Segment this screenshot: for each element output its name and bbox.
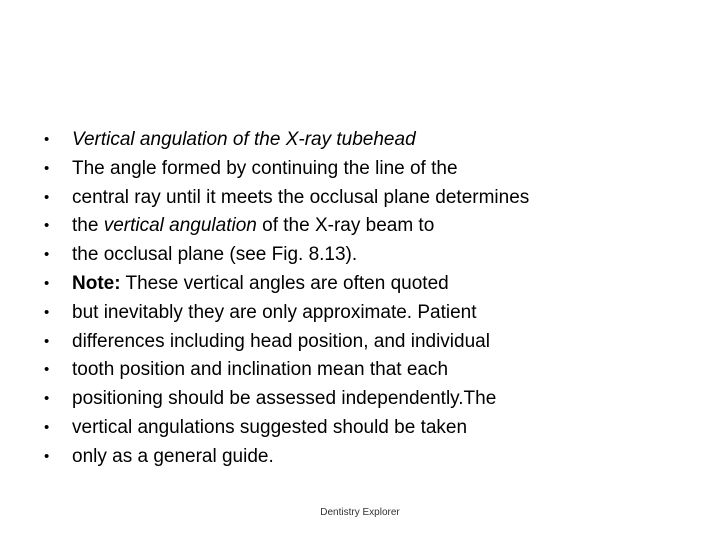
bullet-text-segment: vertical angulations suggested should be taken [72, 416, 468, 438]
bullet-text-segment: tooth position and inclination mean that each [72, 359, 449, 381]
bullet-text-segment: positioning should be assessed independently.The [72, 388, 497, 410]
bullet-item [44, 356, 684, 385]
bullet-item [44, 270, 684, 299]
bullet-item [44, 126, 684, 155]
bullet-text-segment: of the X-ray beam to [256, 215, 435, 237]
bullet-dot-icon: • [44, 418, 50, 436]
bullet-list [44, 126, 684, 472]
footer-text: Dentistry Explorer [320, 507, 400, 518]
bullet-dot-icon: • [44, 246, 50, 264]
bullet-dot-icon: • [44, 217, 50, 235]
bullet-text-segment: but inevitably they are only approximate. Patient [72, 301, 477, 323]
bullet-dot-icon: • [44, 390, 50, 408]
bullet-item [44, 212, 684, 241]
bullet-text-segment: the [72, 215, 104, 237]
bullet-text-segment: The angle formed by continuing the line of the [72, 157, 458, 179]
bullet-item [44, 155, 684, 184]
bullet-text-segment: only as a general guide. [72, 445, 274, 467]
bullet-item [44, 184, 684, 213]
bullet-item [44, 385, 684, 414]
bullet-item [44, 443, 684, 472]
bullet-text-segment: central ray until it meets the occlusal plane determines [72, 186, 530, 208]
bullet-item [44, 414, 684, 443]
bullet-text-segment: the occlusal plane (see Fig. 8.13). [72, 244, 358, 266]
bullet-text-segment: differences including head position, and individual [72, 330, 490, 352]
bullet-item [44, 328, 684, 357]
bullet-dot-icon: • [44, 303, 50, 321]
bullet-dot-icon: • [44, 361, 50, 379]
bullet-item [44, 299, 684, 328]
bullet-text-segment: Note: [72, 272, 121, 294]
bullet-dot-icon: • [44, 447, 50, 465]
bullet-dot-icon: • [44, 159, 50, 177]
bullet-text-segment: Vertical angulation of the X-ray tubehead [72, 129, 416, 150]
bullet-dot-icon: • [44, 332, 50, 350]
bullet-item [44, 241, 684, 270]
bullet-text-segment: These vertical angles are often quoted [120, 272, 449, 294]
bullet-dot-icon: • [44, 131, 50, 148]
bullet-dot-icon: • [44, 188, 50, 206]
bullet-text-segment: vertical angulation [103, 215, 257, 237]
bullet-dot-icon: • [44, 274, 50, 292]
